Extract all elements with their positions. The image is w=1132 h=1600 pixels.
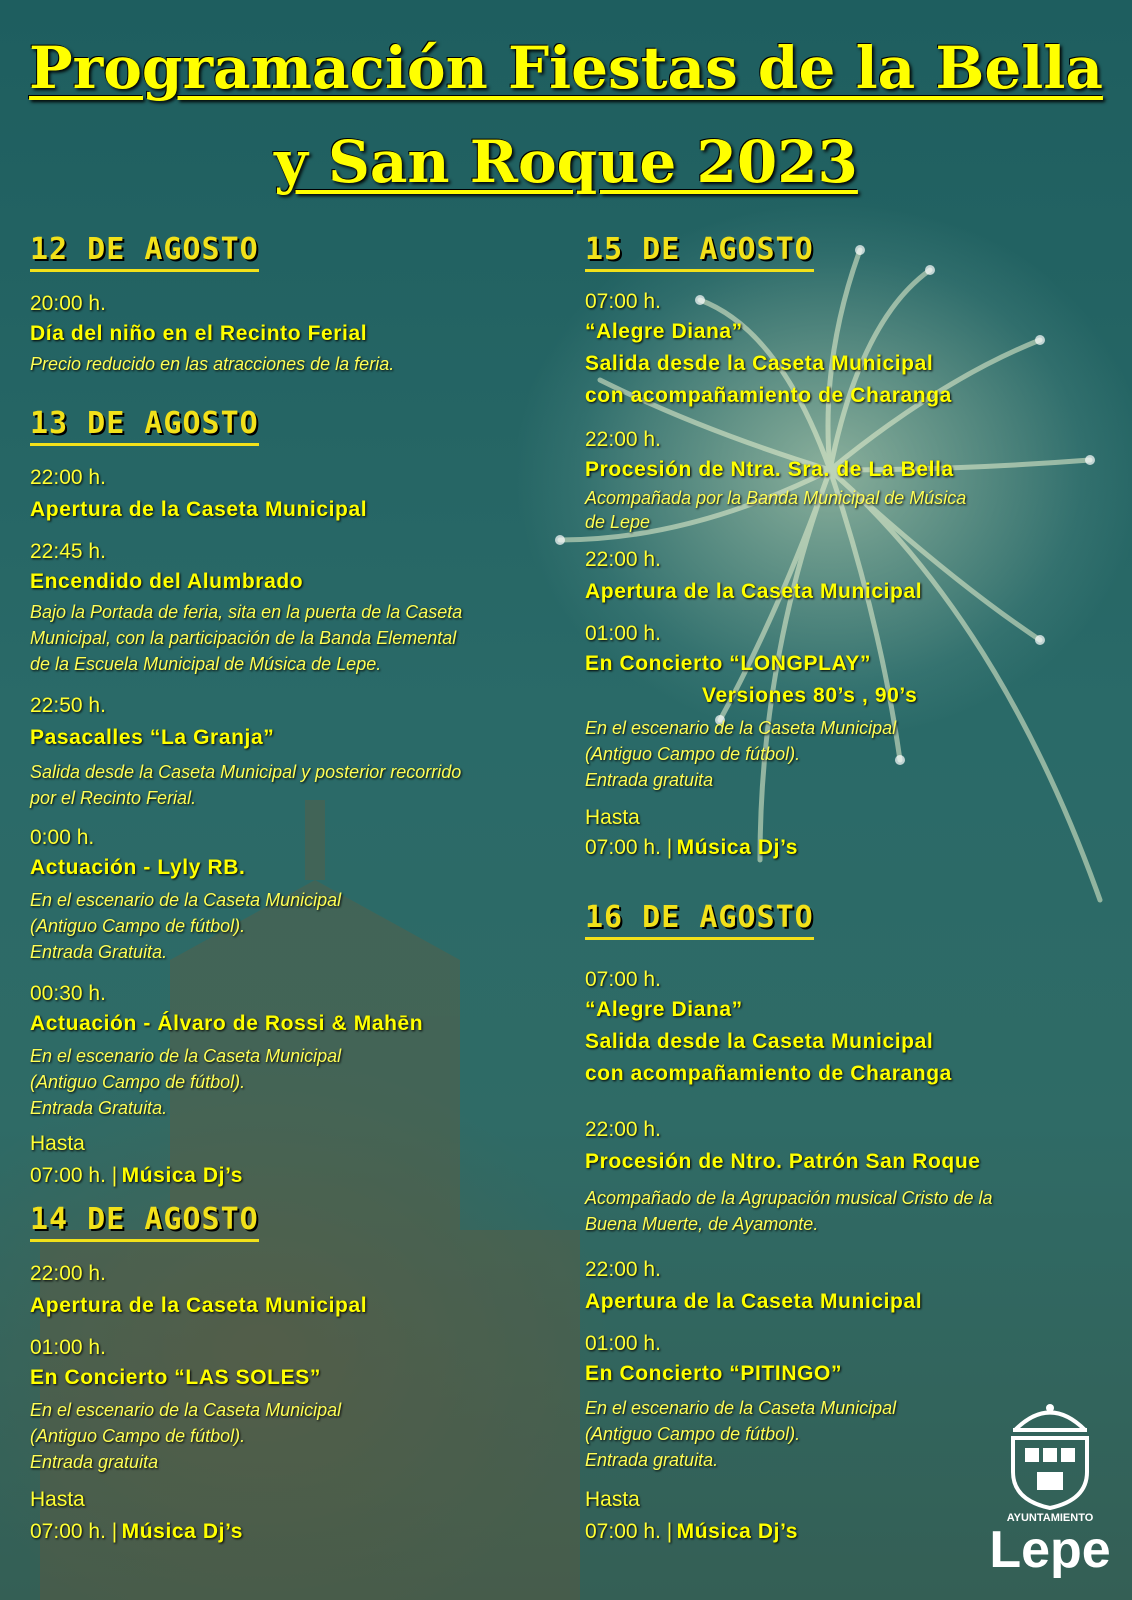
event-description: (Antiguo Campo de fútbol). <box>585 744 801 764</box>
event-description: (Antiguo Campo de fútbol). <box>30 1426 246 1446</box>
date-heading: 13 DE AGOSTO <box>30 406 259 446</box>
event-description: de la Escuela Municipal de Música de Lepe. <box>30 654 382 674</box>
event-title: Salida desde la Caseta Municipal <box>585 1030 934 1053</box>
event-description: por el Recinto Ferial. <box>30 788 197 808</box>
event-time: 01:00 h. <box>585 1332 661 1355</box>
event-title: Encendido del Alumbrado <box>30 570 304 593</box>
event-description: (Antiguo Campo de fútbol). <box>30 916 246 936</box>
event-time: Hasta <box>585 806 640 829</box>
event-time: 01:00 h. <box>30 1336 106 1359</box>
event-time: 22:00 h. <box>30 466 106 489</box>
event-description: Salida desde la Caseta Municipal y posterior recorrido <box>30 762 462 782</box>
event-time: 0:00 h. <box>30 826 95 849</box>
event-time: Hasta <box>30 1132 85 1155</box>
ayuntamiento-lepe-logo <box>985 1400 1115 1590</box>
event-title: Versiones 80’s , 90’s <box>702 684 918 707</box>
event-time: 22:00 h. <box>585 1258 661 1281</box>
event-description: Entrada Gratuita. <box>30 1098 168 1118</box>
event-title: “Alegre Diana” <box>585 998 743 1021</box>
event-title: Salida desde la Caseta Municipal <box>585 352 934 375</box>
event-time: 01:00 h. <box>585 622 661 645</box>
event-title: “Alegre Diana” <box>585 320 743 343</box>
event-description: (Antiguo Campo de fútbol). <box>30 1072 246 1092</box>
event-description: de Lepe <box>585 512 651 532</box>
event-description: Municipal, con la participación de la Banda Elemental <box>30 628 457 648</box>
event-title: En Concierto “LONGPLAY” <box>585 652 872 675</box>
event-time: Hasta <box>30 1488 85 1511</box>
event-description: Entrada Gratuita. <box>30 942 168 962</box>
event-time: Hasta <box>585 1488 640 1511</box>
dj-line: 07:00 h. | Música Dj’s <box>585 1520 799 1543</box>
event-title: Actuación - Lyly RB. <box>30 856 246 879</box>
event-title: En Concierto “PITINGO” <box>585 1362 843 1385</box>
event-time: 20:00 h. <box>30 292 106 315</box>
event-description: Acompañada por la Banda Municipal de Música <box>585 488 967 508</box>
event-time: 00:30 h. <box>30 982 106 1005</box>
event-description: En el escenario de la Caseta Municipal <box>30 890 342 910</box>
event-title: Apertura de la Caseta Municipal <box>30 1294 368 1317</box>
event-description: En el escenario de la Caseta Municipal <box>30 1400 342 1420</box>
poster-title-line1: Programación Fiestas de la Bella <box>29 34 1103 102</box>
event-title: Actuación - Álvaro de Rossi & Mahēn <box>30 1012 424 1035</box>
event-time: 07:00 h. <box>585 968 661 991</box>
dj-line: 07:00 h. | Música Dj’s <box>30 1164 244 1187</box>
event-title: Apertura de la Caseta Municipal <box>30 498 368 521</box>
event-description: Entrada gratuita. <box>585 1450 719 1470</box>
event-title: Día del niño en el Recinto Ferial <box>30 322 368 345</box>
event-title: Apertura de la Caseta Municipal <box>585 1290 923 1313</box>
event-description: En el escenario de la Caseta Municipal <box>30 1046 342 1066</box>
event-title: con acompañamiento de Charanga <box>585 384 952 407</box>
event-title: Procesión de Ntra. Sra. de La Bella <box>585 458 954 481</box>
event-time: 07:00 h. <box>585 290 661 313</box>
event-title: En Concierto “LAS SOLES” <box>30 1366 321 1389</box>
event-description: Bajo la Portada de feria, sita en la puerta de la Caseta <box>30 602 463 622</box>
event-time: 22:00 h. <box>585 548 661 571</box>
event-description: En el escenario de la Caseta Municipal <box>585 718 897 738</box>
logo-caption: AYUNTAMIENTO <box>1006 1512 1094 1524</box>
event-description: En el escenario de la Caseta Municipal <box>585 1398 897 1418</box>
event-description: Entrada gratuita <box>585 770 714 790</box>
event-time: 22:00 h. <box>585 428 661 451</box>
event-title: Procesión de Ntro. Patrón San Roque <box>585 1150 981 1173</box>
event-description: (Antiguo Campo de fútbol). <box>585 1424 801 1444</box>
date-heading: 16 DE AGOSTO <box>585 900 814 940</box>
event-description: Entrada gratuita <box>30 1452 159 1472</box>
event-time: 22:00 h. <box>30 1262 106 1285</box>
crest-icon <box>985 1400 1115 1510</box>
date-heading: 14 DE AGOSTO <box>30 1202 259 1242</box>
event-time: 22:50 h. <box>30 694 106 717</box>
event-time: 22:00 h. <box>585 1118 661 1141</box>
event-description: Acompañado de la Agrupación musical Cristo de la <box>585 1188 993 1208</box>
event-title: Pasacalles “La Granja” <box>30 726 275 749</box>
poster-title-line2: y San Roque 2023 <box>274 128 858 196</box>
event-description: Buena Muerte, de Ayamonte. <box>585 1214 819 1234</box>
logo-wordmark: Lepe <box>989 1521 1111 1579</box>
event-title: con acompañamiento de Charanga <box>585 1062 952 1085</box>
dj-line: 07:00 h. | Música Dj’s <box>585 836 799 859</box>
date-heading: 12 DE AGOSTO <box>30 232 259 272</box>
event-title: Apertura de la Caseta Municipal <box>585 580 923 603</box>
dj-line: 07:00 h. | Música Dj’s <box>30 1520 244 1543</box>
event-time: 22:45 h. <box>30 540 106 563</box>
event-description: Precio reducido en las atracciones de la feria. <box>30 354 395 374</box>
date-heading: 15 DE AGOSTO <box>585 232 814 272</box>
